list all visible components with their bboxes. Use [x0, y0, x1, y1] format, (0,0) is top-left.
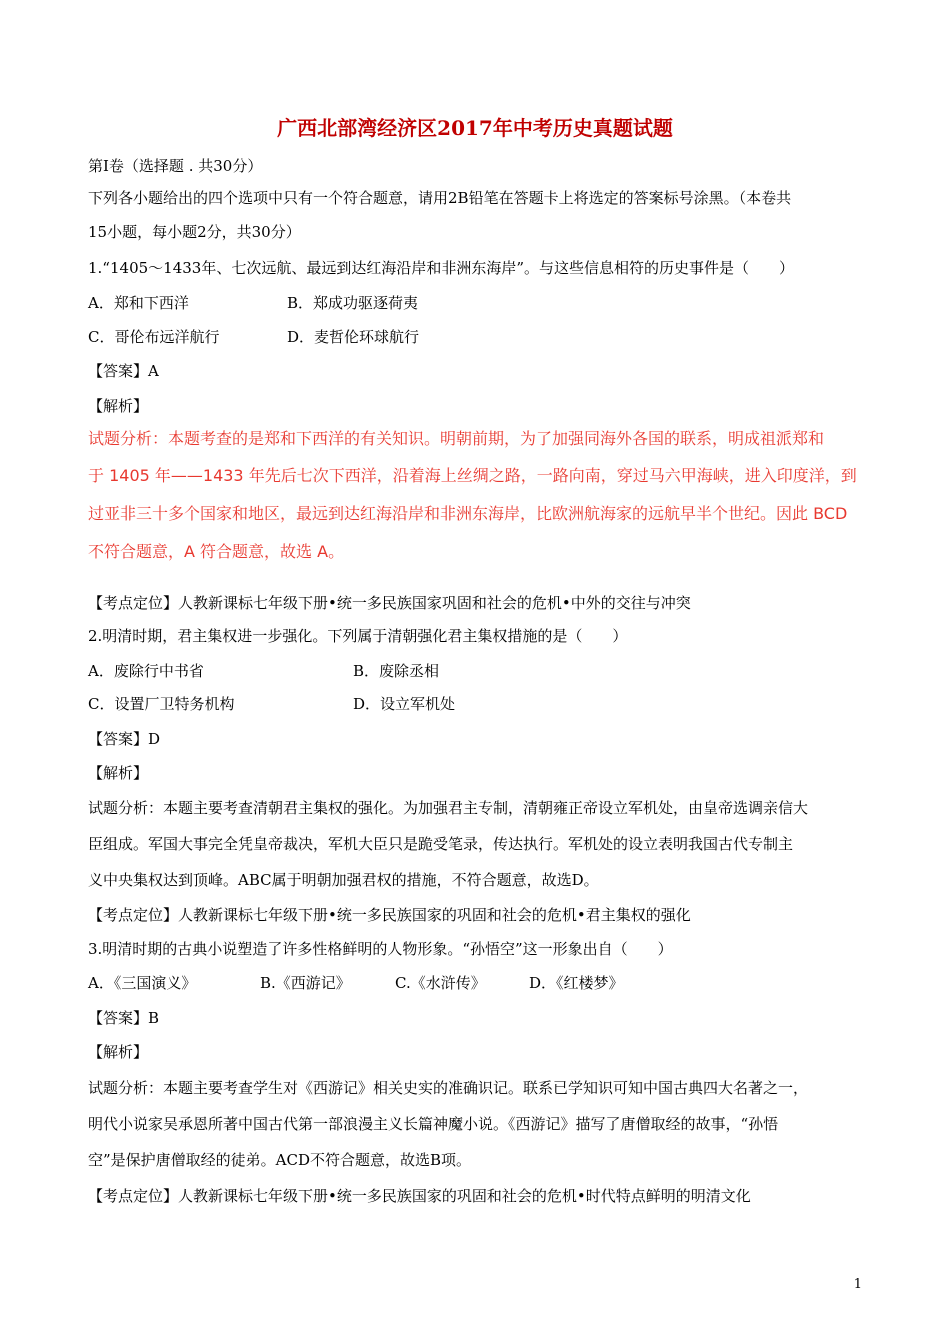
- q3-option-b: B.《西游记》: [260, 974, 351, 992]
- q1-option-b: B．郑成功驱逐荷夷: [287, 294, 419, 312]
- q3-knowledge-point: 【考点定位】人教新课标七年级下册•统一多民族国家的巩固和社会的危机•时代特点鲜明的明清文化: [88, 1187, 751, 1205]
- q3-analysis-line-1: 试题分析：本题主要考查学生对《西游记》相关史实的准确识记。联系已学知识可知中国古典四大名著之一，: [88, 1079, 809, 1097]
- q1-analysis-line-2: 于 1405 年——1433 年先后七次下西洋，沿着海上丝绸之路，一路向南，穿过马六甲海峡，进入印度洋，到: [88, 466, 857, 485]
- q2-option-a: A．废除行中书省: [88, 662, 204, 680]
- page-title: 广西北部湾经济区2017年中考历史真题试题: [277, 116, 673, 140]
- q3-option-a: A．《三国演义》: [88, 974, 197, 992]
- q1-answer: 【答案】A: [88, 362, 159, 380]
- q2-option-d: D．设立军机处: [353, 695, 456, 713]
- page-number: 1: [853, 1277, 862, 1292]
- q3-analysis-line-2: 明代小说家吴承恩所著中国古代第一部浪漫主义长篇神魔小说。《西游记》描写了唐僧取经的故事，“孙悟: [88, 1115, 779, 1133]
- q1-stem: 1.“1405～1433年、七次远航、最远到达红海沿岸和非洲东海岸”。与这些信息相符的历史事件是（ ）: [88, 259, 795, 277]
- q2-analysis-line-2: 臣组成。军国大事完全凭皇帝裁决，军机大臣只是跪受笔录，传达执行。军机处的设立表明我国古代专制主: [88, 835, 794, 853]
- q2-option-b: B．废除丞相: [353, 662, 440, 680]
- instruction-line-1: 下列各小题给出的四个选项中只有一个符合题意，请用2B铅笔在答题卡上将选定的答案标号涂黑。（本卷共: [88, 189, 792, 207]
- section-heading: 第Ⅰ卷（选择题 . 共30分）: [88, 157, 263, 175]
- q1-option-d: D．麦哲伦环球航行: [287, 328, 420, 346]
- q1-analysis-line-4: 不符合题意，A 符合题意，故选 A。: [88, 542, 345, 561]
- q2-analysis-line-3: 义中央集权达到顶峰。ABC属于明朝加强君权的措施，不符合题意，故选D。: [88, 871, 599, 889]
- q3-analysis-label: 【解析】: [88, 1043, 149, 1061]
- q1-analysis-line-3: 过亚非三十多个国家和地区，最远到达红海沿岸和非洲东海岸，比欧洲航海家的远航早半个世纪。因此 BCD: [88, 504, 848, 523]
- q1-option-a: A．郑和下西洋: [88, 294, 189, 312]
- q1-option-c: C．哥伦布远洋航行: [88, 328, 220, 346]
- q3-analysis-line-3: 空”是保护唐僧取经的徒弟。ACD不符合题意，故选B项。: [88, 1151, 472, 1169]
- q2-answer: 【答案】D: [88, 730, 161, 748]
- q2-knowledge-point: 【考点定位】人教新课标七年级下册•统一多民族国家的巩固和社会的危机•君主集权的强化: [88, 906, 691, 924]
- q1-analysis-line-1: 试题分析：本题考查的是郑和下西洋的有关知识。明朝前期，为了加强同海外各国的联系，明成祖派郑和: [88, 429, 825, 448]
- q3-stem: 3.明清时期的古典小说塑造了许多性格鲜明的人物形象。“孙悟空”这一形象出自（ ）: [88, 940, 673, 958]
- q2-stem: 2.明清时期，君主集权进一步强化。下列属于清朝强化君主集权措施的是（ ）: [88, 627, 628, 645]
- q3-answer: 【答案】B: [88, 1009, 160, 1027]
- q2-analysis-label: 【解析】: [88, 764, 149, 782]
- q2-option-c: C．设置厂卫特务机构: [88, 695, 235, 713]
- q1-knowledge-point: 【考点定位】人教新课标七年级下册•统一多民族国家巩固和社会的危机•中外的交往与冲突: [88, 594, 691, 612]
- q3-option-c: C.《水浒传》: [395, 974, 486, 992]
- q2-analysis-line-1: 试题分析：本题主要考查清朝君主集权的强化。为加强君主专制，清朝雍正帝设立军机处，由皇帝选调亲信大: [88, 799, 809, 817]
- instruction-line-2: 15小题，每小题2分，共30分）: [88, 223, 301, 241]
- q3-option-d: D．《红楼梦》: [529, 974, 624, 992]
- q1-analysis-label: 【解析】: [88, 397, 149, 415]
